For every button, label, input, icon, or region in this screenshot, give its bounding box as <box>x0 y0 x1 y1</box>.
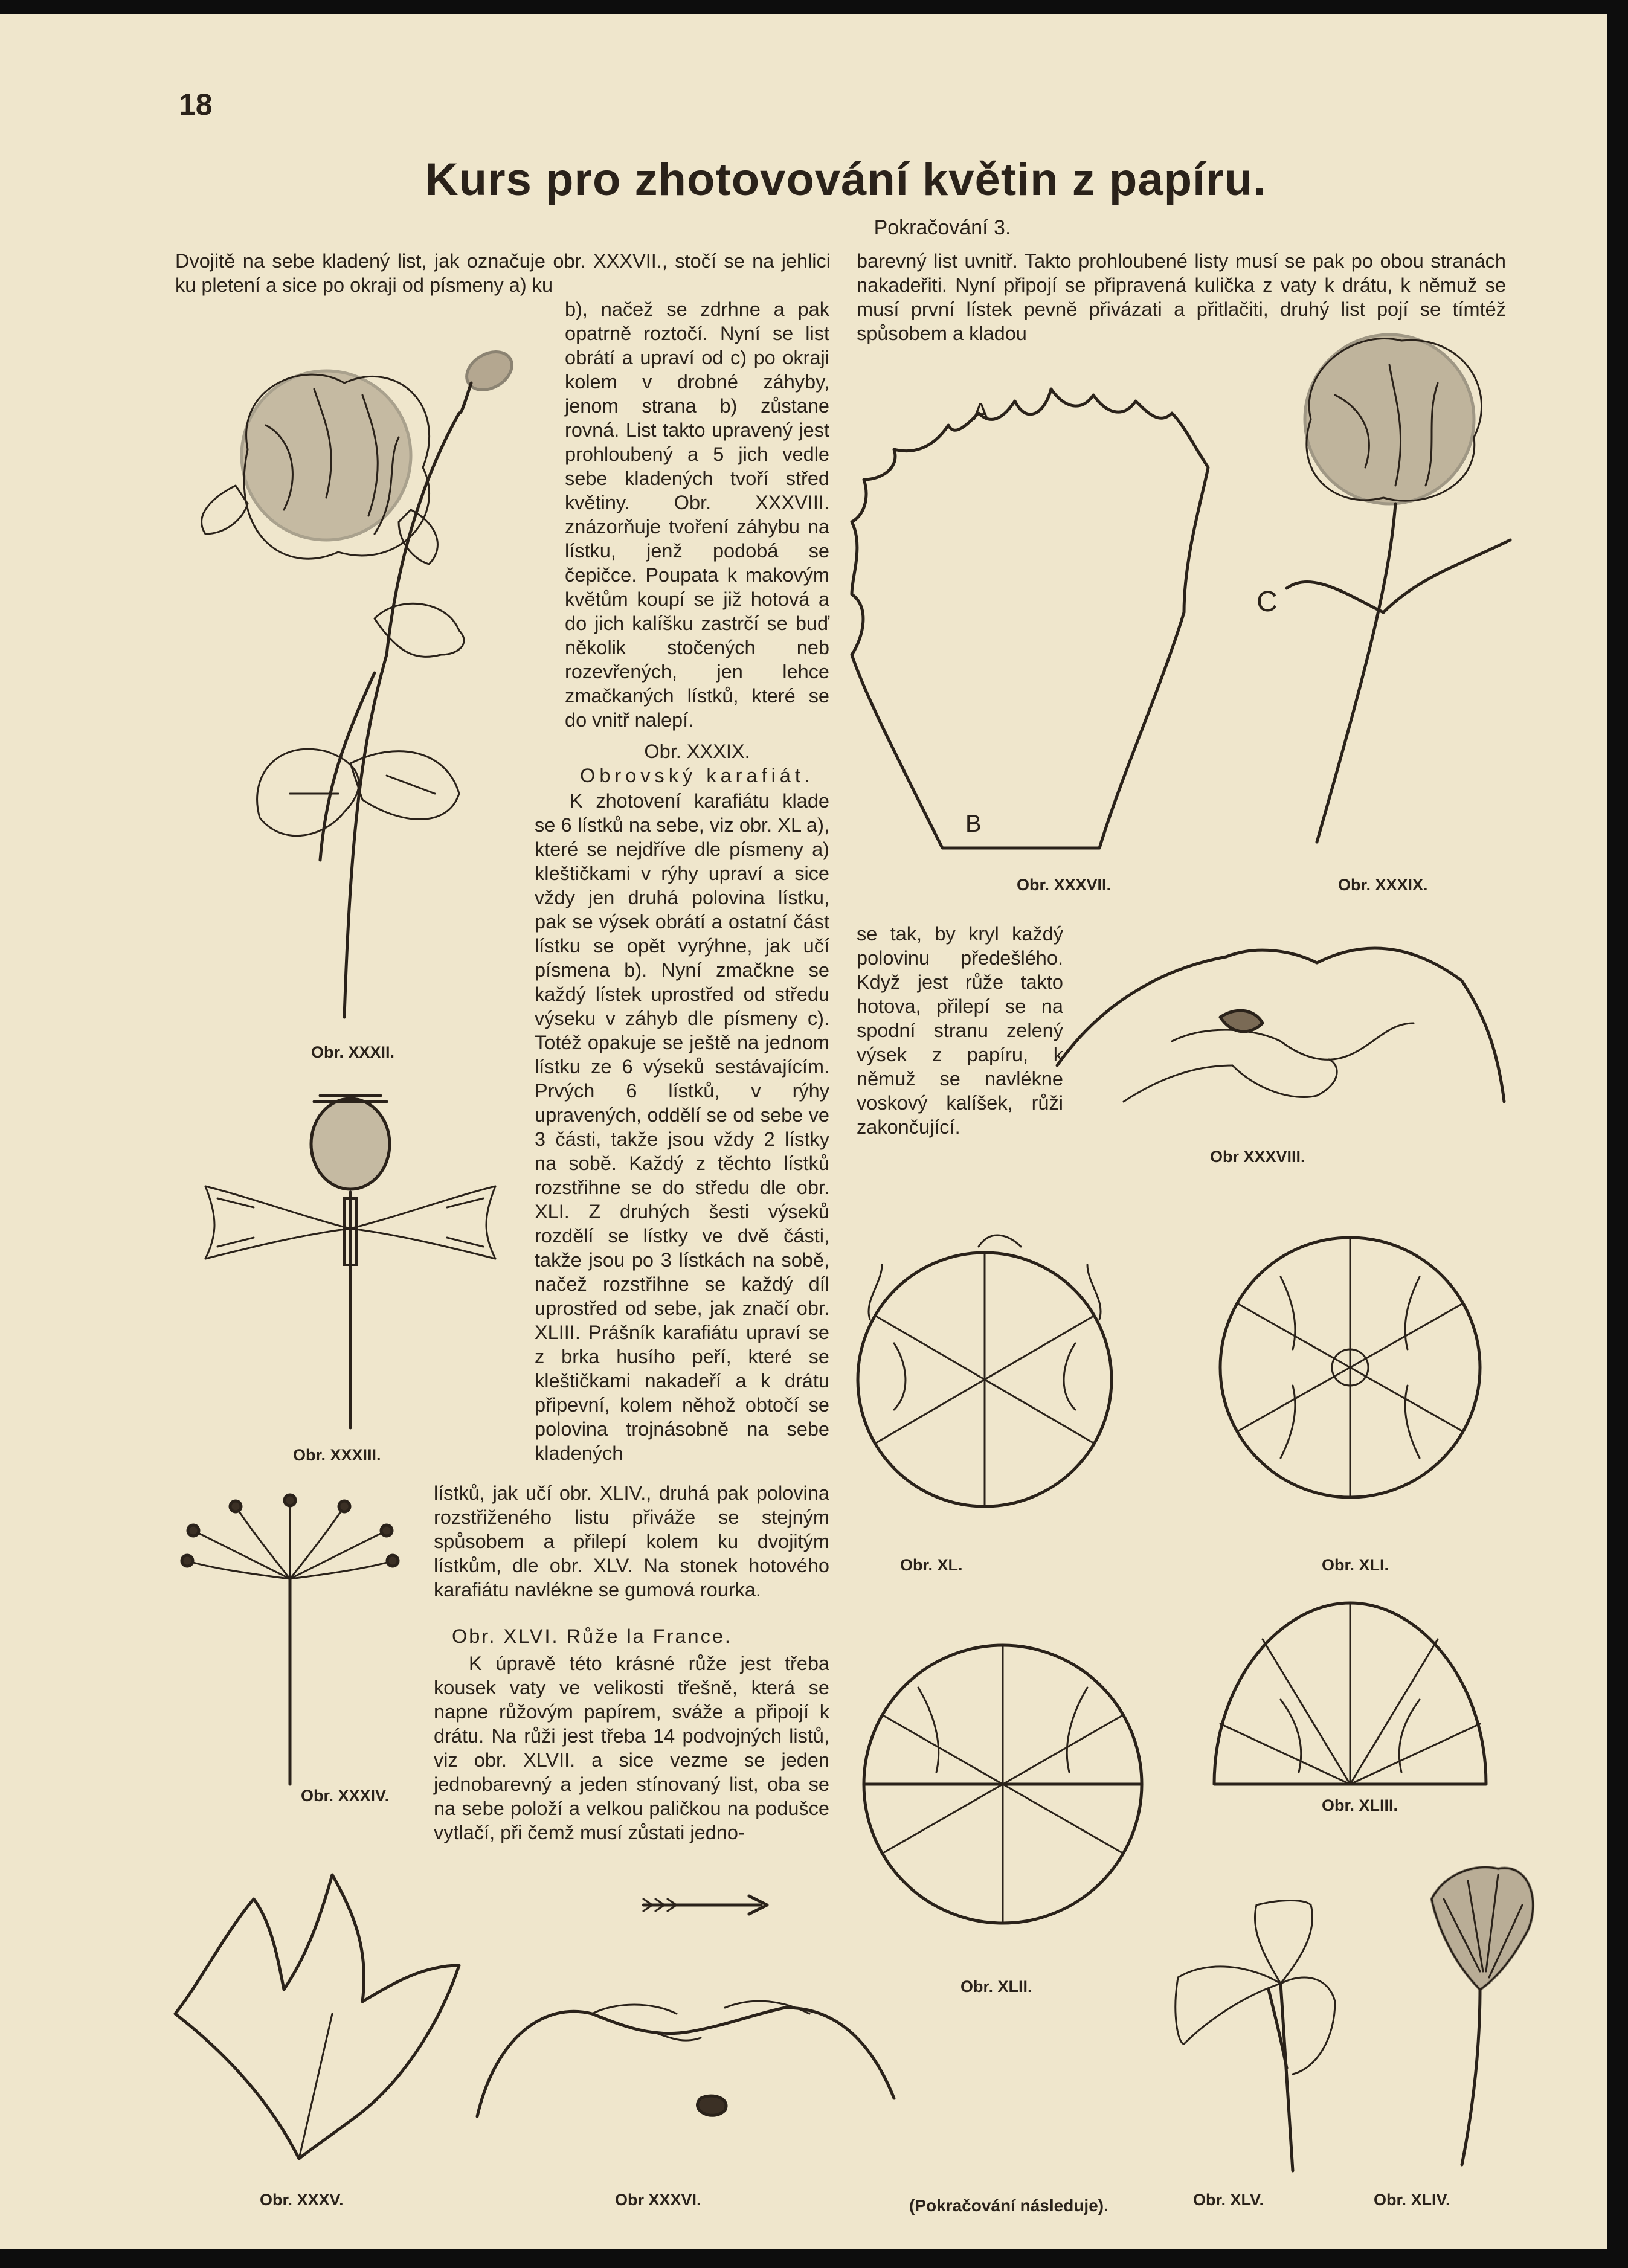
poppy-illustration <box>145 316 556 1029</box>
carnation-petal-cut-xli <box>1208 1192 1492 1543</box>
carnation-petal-cut-xliii <box>1208 1591 1492 1790</box>
caption-xxxii: Obr. XXXII. <box>311 1043 395 1061</box>
caption-xli: Obr. XLI. <box>1322 1556 1389 1574</box>
rose-finish-paragraph: se tak, by kryl každý polovinu předešlého. Když jest růže takto hotova, přilepí se na spodní stranu zelený výsek z papíru, k němuž se navlékne voskový kalíšek, růži zakončující. <box>857 923 1063 1138</box>
caption-xxxvii: Obr. XXXVII. <box>1017 876 1112 894</box>
caption-xxxiv: Obr. XXXIV. <box>301 1787 390 1805</box>
caption-xxxix: Obr. XXXIX. <box>1338 876 1428 894</box>
caption-xlii: Obr. XLII. <box>960 1977 1032 1996</box>
caption-xliii: Obr. XLIII. <box>1322 1796 1398 1814</box>
poppy-paragraph: b), načež se zdrhne a pak opatrně roztočí. Nyní se list obrátí a upraví od c) po okraji kolem v drobné záhyby, jenom strana b) zůstane rovná. List takto upravený jest prohloubený a 5 jich vedle sebe kladených tvoří střed květiny. Obr. XXXVIII. znázorňuje tvoření záhybu na lístku, jenž podobá se čepičce. Poupata k makovým květům koupí se již hotová a do jich kalíšku zastrčí se buď několik stočených neb rozevřených, jen lehce zmačkaných lístků, které se do vnitř nalepí. <box>565 298 829 731</box>
caption-xxxv: Obr. XXXV. <box>260 2191 344 2209</box>
petal-outline-illustration <box>846 377 1269 860</box>
poppy-seedhead-illustration <box>181 1078 520 1440</box>
karafiat-heading-name: Obrovský karafiát. <box>580 765 814 786</box>
caption-xxxviii: Obr XXXVIII. <box>1210 1148 1305 1166</box>
magazine-page <box>0 14 1607 2249</box>
caption-xl: Obr. XL. <box>900 1556 963 1574</box>
rose-top-paragraph: barevný list uvnitř. Takto prohloubené listy musí se pak po obou stranách nakadeřiti. Nyní připojí se připravená kulička z vaty k drátu, k němuž se musí první lístek pevně přivázati a přitlačiti, druhý list pojí se tímtéž spůsobem a kladou <box>857 250 1506 344</box>
leaf-outline-illustration <box>163 1863 471 2165</box>
carnation-assembly-xlv <box>1160 1893 1341 2177</box>
karafiat-heading-number: Obr. XXXIX. <box>644 740 750 762</box>
caption-xxxiii: Obr. XXXIII. <box>293 1446 381 1464</box>
carnation-petal-cut-xl <box>846 1210 1124 1549</box>
ruze-heading: Obr. XLVI. Růže la France. <box>452 1625 732 1647</box>
continued-note: (Pokračování následuje). <box>909 2196 1108 2215</box>
carnation-illustration <box>1256 310 1534 854</box>
caption-xliv: Obr. XLIV. <box>1374 2191 1450 2209</box>
petal-letter-c: C <box>1256 586 1278 618</box>
caption-xxxvi: Obr XXXVI. <box>615 2191 701 2209</box>
intro-paragraph: Dvojitě na sebe kladený list, jak označuje obr. XXXVII., stočí se na jehlici ku pletení a sice po okraji od písmeny a) ku <box>175 250 831 296</box>
stamen-illustration <box>181 1488 399 1790</box>
article-title: Kurs pro zhotovování květin z papíru. <box>425 154 1267 205</box>
caption-xlv: Obr. XLV. <box>1193 2191 1264 2209</box>
article-subtitle: Pokračování 3. <box>874 216 1011 239</box>
ruze-paragraph: K úpravě této krásné růže jest třeba kousek vaty ve velikosti třešně, která se napne růžovým papírem, sváže a připojí k drátu. Na růži jest třeba 14 podvojných listů, viz obr. XLVII. a sice vezme se jeden jednobarevný a jeden stínovaný list, oba se na sebe položí a velkou paličkou na podušce vytlačí, při čemž musí zůstati jedno- <box>434 1653 829 1843</box>
carnation-petal-cut-xlii <box>852 1597 1154 1971</box>
carnation-assembly-xliv <box>1408 1851 1546 2171</box>
petal-letter-b: B <box>965 811 982 837</box>
karafiat-paragraph: K zhotovení karafiátu klade se 6 lístků na sebe, viz obr. XL a), které se nejdříve dle písmeny a) kleštičkami v rýhy upraví a sice vždy jen druhá polovina lístku, pak se výsek obrátí a ostatní část lístku se opět vyrýhne, jak učí písmena b). Nyní zmačkne se každý lístek uprostřed od středu výseku v záhyb dle písmeny c). Totéž opakuje se ještě na jednom lístku ze 6 výseků sestávajícím. Prvých 6 lístků, v rýhy upravených, oddělí se od sebe ve 3 části, takže jsou vždy 2 lístky na sobě. Každý z těchto lístků rozstřihne se do středu dle obr. XLI. Z druhých šesti výseků rozdělí se lístky ve dvě části, takže jsou po 3 lístkách na sobě, načež rozstřihne se každý díl uprostřed od sebe, jak značí obr. XLIII. Prášník karafiátu upraví se z brka husího peří, které se kleštičkami nakadeří a k drátu připevní, kolem něhož obtočí se polovina trojnásobně na sebe kladených <box>535 790 829 1464</box>
page-number: 18 <box>179 88 213 121</box>
karafiat-continuation: lístků, jak učí obr. XLIV., druhá pak polovina rozstřiženého listu přiváže se stejným spůsobem a přilepí kolem ku dvojitým lístkům, dle obr. XLV. Na stonek hotového karafiátu navlékne se gumová rourka. <box>434 1482 829 1601</box>
hands-pleating-illustration <box>1051 920 1510 1126</box>
petal-letter-a: A <box>973 399 989 425</box>
